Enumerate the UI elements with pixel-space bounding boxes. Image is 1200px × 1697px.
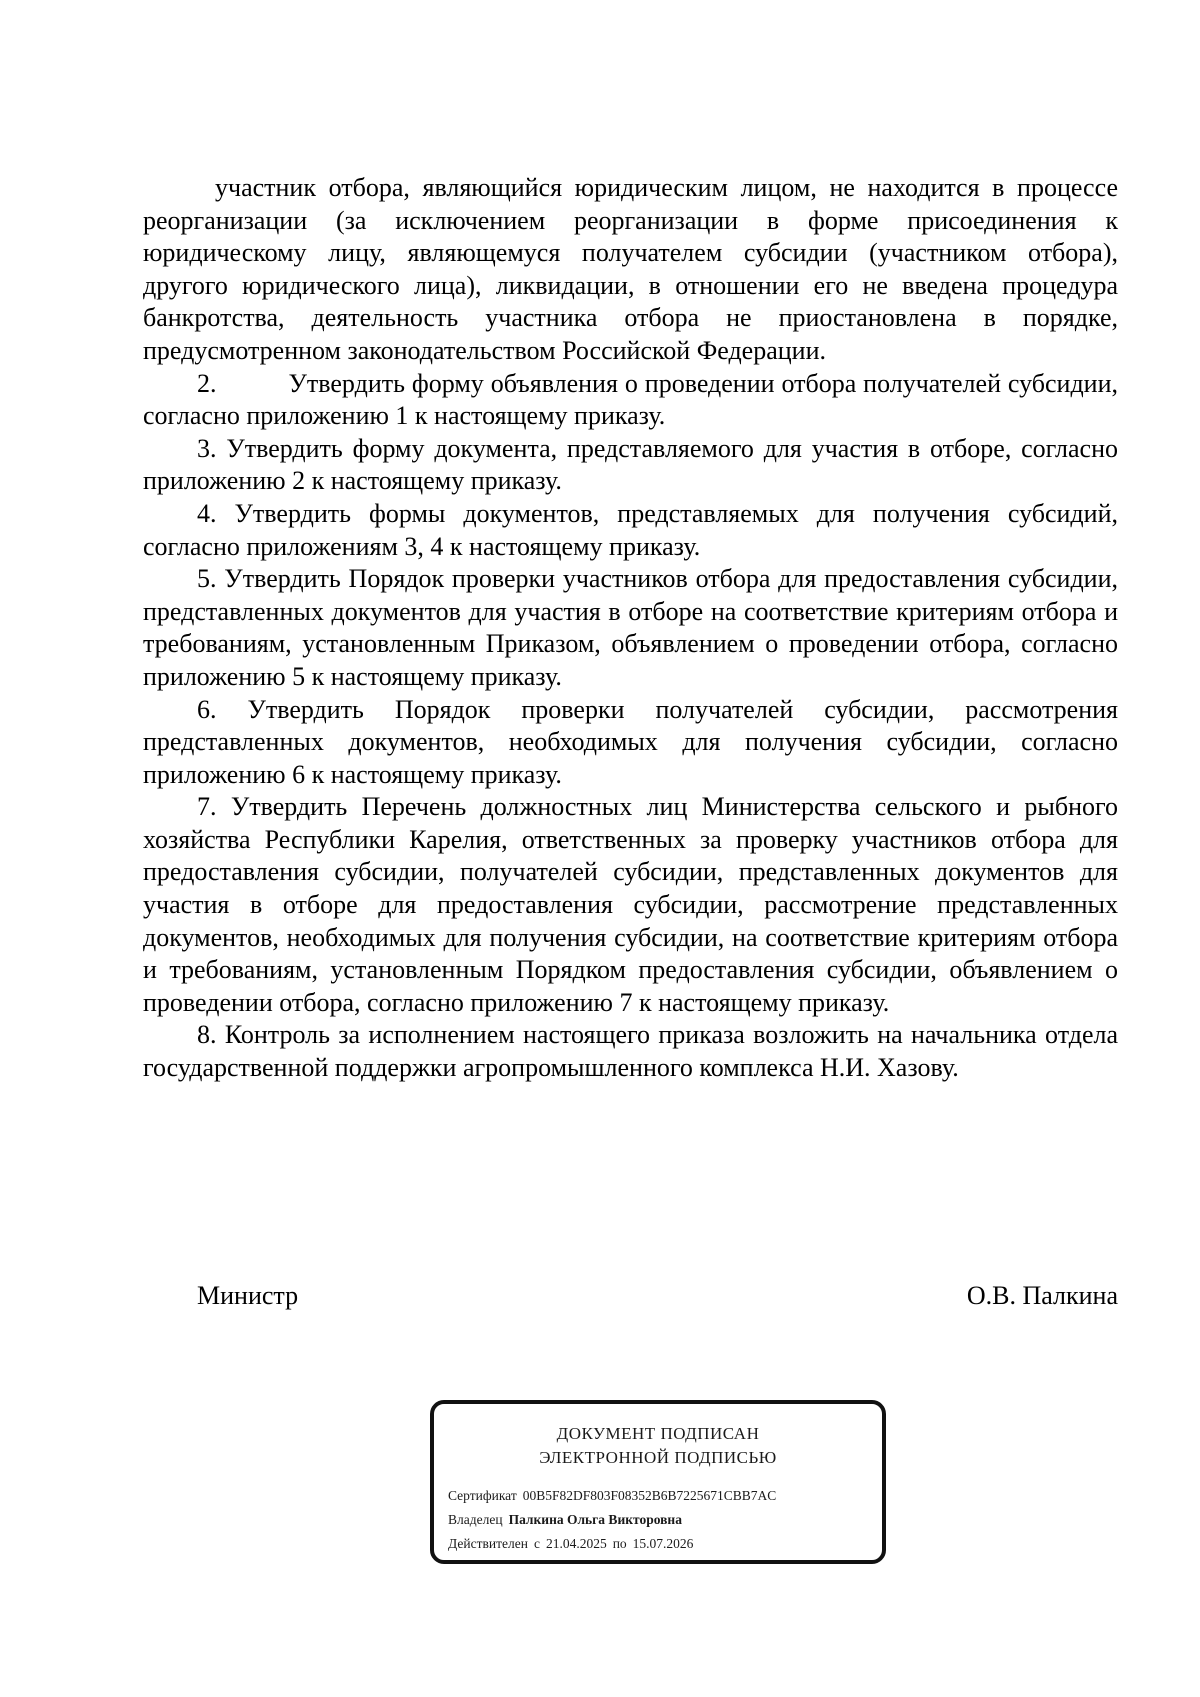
- document-body: [143, 172, 1118, 1085]
- item-2-number: 2.: [197, 368, 217, 398]
- stamp-validity-to-word: по: [612, 1536, 627, 1551]
- signatory-name: О.В. Палкина: [966, 1281, 1118, 1310]
- electronic-signature-stamp: [430, 1400, 886, 1564]
- stamp-owner-value: Палкина Ольга Викторовна: [508, 1512, 682, 1527]
- item-2-text: Утвердить форму объявления о проведении отбора получателей субсидии, согласно приложению 1 к настоящему приказу.: [143, 368, 1118, 431]
- stamp-validity-from: 21.04.2025: [545, 1536, 607, 1551]
- stamp-validity-to: 15.07.2026: [632, 1536, 694, 1551]
- stamp-certificate: [448, 1486, 776, 1506]
- stamp-owner-label: Владелец: [448, 1512, 503, 1527]
- stamp-validity: [448, 1534, 693, 1554]
- paragraph-item-5: 5. Утвердить Порядок проверки участников отбора для предоставления субсидии, представленных документов для участия в отборе на соответствие критериям отбора и требованиям, установленным Приказом, объявлением о проведении отбора, согласно приложению 5 к настоящему приказу.: [143, 564, 1118, 691]
- paragraph-item-8: 8. Контроль за исполнением настоящего приказа возложить на начальника отдела государственной поддержки агропромышленного комплекса Н.И. Хазову.: [143, 1020, 1118, 1083]
- stamp-certificate-label: Сертификат: [448, 1488, 517, 1503]
- stamp-owner: [448, 1510, 682, 1530]
- paragraph-item-6: 6. Утвердить Порядок проверки получателей субсидии, рассмотрения представленных документов, необходимых для получения субсидии, согласно приложению 6 к настоящему приказу.: [143, 694, 1118, 789]
- signatory-position: Министр: [197, 1281, 299, 1310]
- paragraph-reorganization-condition: участник отбора, являющийся юридическим лицом, не находится в процессе реорганизации (за исключением реорганизации в форме присоединения к юридическому лицу, являющемуся получателем субсидии (участником отбора), другого юридического лица), ликвидации, в отношении его не введена процедура банкротства, деятельность участника отбора не приостановлена в порядке, предусмотренном законодательством Российской Федерации.: [143, 173, 1118, 365]
- stamp-validity-label: Действителен: [448, 1536, 528, 1551]
- stamp-validity-from-word: с: [533, 1536, 540, 1551]
- paragraph-item-7: 7. Утвердить Перечень должностных лиц Министерства сельского и рыбного хозяйства Республики Карелия, ответственных за проверку участников отбора для предоставления субсидии, получателей субсидии, представленных документов для участия в отборе для предоставления субсидии, рассмотрение представленных документов, необходимых для получения субсидии, на соответствие критериям отбора и требованиям, установленным Порядком предоставления субсидии, объявлением о проведении отбора, согласно приложению 7 к настоящему приказу.: [143, 792, 1118, 1017]
- paragraph-item-3: 3. Утвердить форму документа, представляемого для участия в отборе, согласно приложению 2 к настоящему приказу.: [143, 433, 1118, 496]
- stamp-title-line-2: ЭЛЕКТРОННОЙ ПОДПИСЬЮ: [539, 1448, 777, 1467]
- stamp-title-line-1: ДОКУМЕНТ ПОДПИСАН: [556, 1424, 760, 1443]
- paragraph-item-2: [143, 368, 1118, 433]
- stamp-certificate-value: 00B5F82DF803F08352B6B7225671CBB7AC: [522, 1488, 777, 1503]
- paragraph-item-4: 4. Утвердить формы документов, представляемых для получения субсидий, согласно приложениям 3, 4 к настоящему приказу.: [143, 498, 1118, 561]
